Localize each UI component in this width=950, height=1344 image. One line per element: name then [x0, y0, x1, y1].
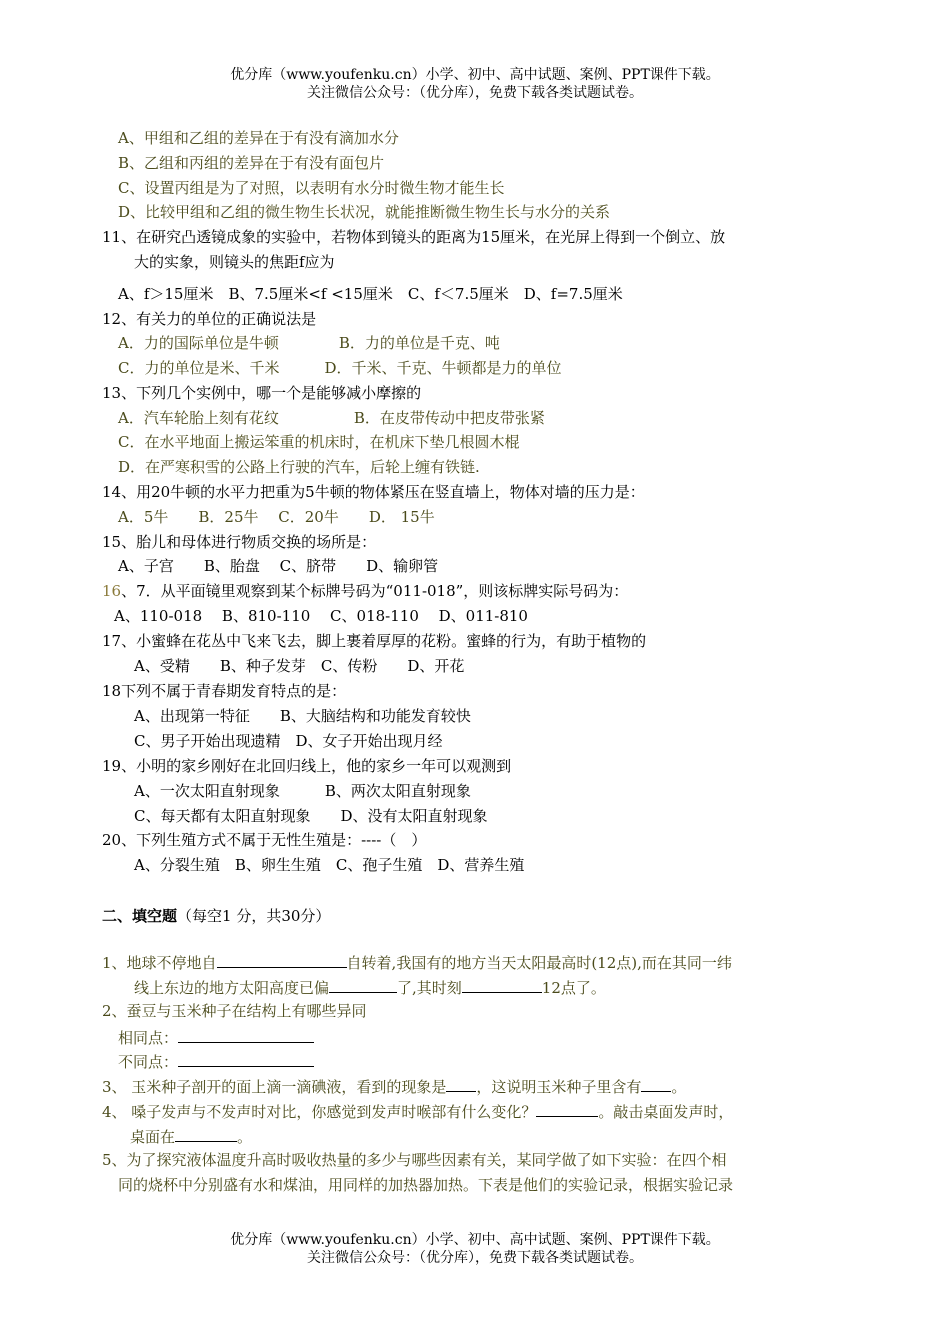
q10-option-d: D、比较甲组和乙组的微生物生长状况，就能推断微生物生长与水分的关系 [118, 203, 611, 221]
fill-2-same-blank[interactable] [178, 1026, 314, 1043]
q18-stem: 18下列不属于青春期发育特点的是： [102, 682, 347, 700]
header-line-1: 优分库（www.youfenku.cn）小学、初中、高中试题、案例、PPT课件下载。 [230, 67, 720, 83]
fill-2-diff-row [118, 1050, 314, 1072]
fill-1-text-b: 自转着,我国有的地方当天太阳最高时(12点),而在其同一纬 [346, 954, 732, 972]
fill-4-text-d: 。 [237, 1128, 253, 1146]
fill-1-text-d: 了,其时刻 [397, 979, 462, 997]
q11-options: A、f＞15厘米 B、7.5厘米<f <15厘米 C、f＜7.5厘米 D、f=7.5厘米 [118, 285, 623, 303]
fill-3-blank-2[interactable] [641, 1075, 671, 1092]
fill-5-line-1: 5、为了探究液体温度升高时吸收热量的多少与哪些因素有关，某同学做了如下实验：在四个相 [102, 1151, 727, 1169]
q13-options-row-2: C．在水平地面上搬运笨重的机床时，在机床下垫几根圆木棍 [118, 433, 520, 451]
q15-stem: 15、胎儿和母体进行物质交换的场所是： [102, 533, 377, 551]
fill-3-text-b: ，这说明玉米种子里含有 [476, 1078, 642, 1096]
q10-option-a: A、甲组和乙组的差异在于有没有滴加水分 [118, 129, 399, 147]
q16-options: A、110-018 B、810-110 C、018-110 D、011-810 [114, 607, 528, 625]
footer-line-2: 关注微信公众号：（优分库），免费下载各类试题试卷。 [307, 1250, 643, 1266]
q19-options-row-2: C、每天都有太阳直射现象 D、没有太阳直射现象 [134, 807, 488, 825]
q13-options-row-1: A．汽车轮胎上刻有花纹 B．在皮带传动中把皮带张紧 [118, 409, 545, 427]
q15-options: A、子宫 B、胎盘 C、脐带 D、输卵管 [118, 557, 439, 575]
fill-4-text-a: 4、 嗓子发声与不发声时对比，你感觉到发声时喉部有什么变化？ [102, 1103, 537, 1121]
fill-2-diff-label: 不同点： [118, 1053, 179, 1071]
q17-options: A、受精 B、种子发芽 C、传粉 D、开花 [134, 657, 465, 675]
header-line-2: 关注微信公众号：（优分库），免费下载各类试题试卷。 [307, 85, 643, 101]
section-2-title: 二、填空题 [102, 907, 178, 925]
q13-stem: 13、下列几个实例中，哪一个是能够减小摩擦的 [102, 384, 422, 402]
fill-4-blank-2[interactable] [175, 1125, 237, 1142]
q20-options: A、分裂生殖 B、卵生生殖 C、孢子生殖 D、营养生殖 [134, 856, 525, 874]
fill-4-line-2 [130, 1125, 252, 1147]
fill-1-blank-1[interactable] [217, 951, 347, 968]
fill-3-blank-1[interactable] [446, 1075, 476, 1092]
fill-1-line-1 [102, 951, 732, 973]
fill-2-same-row [118, 1026, 314, 1048]
q14-stem: 14、用20牛顿的水平力把重为5牛顿的物体紧压在竖直墙上，物体对墙的压力是： [102, 483, 645, 501]
fill-1-blank-2[interactable] [329, 976, 397, 993]
q13-options-row-3: D．在严寒积雪的公路上行驶的汽车，后轮上缠有铁链. [118, 458, 480, 476]
fill-2-stem: 2、蚕豆与玉米种子在结构上有哪些异同 [102, 1002, 367, 1020]
q19-options-row-1: A、一次太阳直射现象 B、两次太阳直射现象 [134, 782, 471, 800]
q12-options-row-1: A．力的国际单位是牛顿 B．力的单位是千克、吨 [118, 334, 500, 352]
fill-5-line-2: 同的烧杯中分别盛有水和煤油，用同样的加热器加热。下表是他们的实验记录，根据实验记录 [118, 1176, 734, 1194]
q10-option-b: B、乙组和丙组的差异在于有没有面包片 [118, 154, 385, 172]
fill-4-text-c: 桌面在 [130, 1128, 176, 1146]
q14-options: A．5牛 B．25牛 C．20牛 D． 15牛 [118, 508, 435, 526]
fill-4-text-b: 。敲击桌面发声时， [598, 1103, 734, 1121]
fill-1-text-c: 线上东边的地方太阳高度已偏 [134, 979, 330, 997]
q17-stem: 17、小蜜蜂在花丛中飞来飞去，脚上裹着厚厚的花粉。蜜蜂的行为，有助于植物的 [102, 632, 647, 650]
q12-stem: 12、有关力的单位的正确说法是 [102, 310, 317, 328]
fill-2-same-label: 相同点： [118, 1029, 179, 1047]
fill-1-text-e: 12点了。 [541, 979, 606, 997]
q18-options-row-2: C、男子开始出现遗精 D、女子开始出现月经 [134, 732, 443, 750]
q12-options-row-2: C．力的单位是米、千米 D．千米、千克、牛顿都是力的单位 [118, 359, 562, 377]
footer-line-1: 优分库（www.youfenku.cn）小学、初中、高中试题、案例、PPT课件下载。 [230, 1232, 720, 1248]
q20-stem: 20、下列生殖方式不属于无性生殖是：----（ ） [102, 831, 427, 849]
fill-4-line-1 [102, 1100, 733, 1122]
fill-2-diff-blank[interactable] [178, 1050, 314, 1067]
fill-1-text-a: 1、地球不停地自 [102, 954, 217, 972]
fill-1-line-2 [134, 976, 606, 998]
q18-options-row-1: A、出现第一特征 B、大脑结构和功能发育较快 [134, 707, 471, 725]
q11-stem-line-1: 11、在研究凸透镜成象的实验中，若物体到镜头的距离为15厘米，在光屏上得到一个倒立、放 [102, 228, 726, 246]
section-2-heading [102, 906, 330, 926]
fill-3-text-a: 3、 玉米种子剖开的面上滴一滴碘液，看到的现象是 [102, 1078, 447, 1096]
fill-3-line [102, 1075, 686, 1097]
q19-stem: 19、小明的家乡刚好在北回归线上，他的家乡一年可以观测到 [102, 757, 512, 775]
q16-stem: 16、7．从平面镜里观察到某个标牌号码为“011-018”，则该标牌实际号码为： [102, 582, 629, 600]
q10-option-c: C、设置丙组是为了对照，以表明有水分时微生物才能生长 [118, 179, 505, 197]
q11-stem-line-2: 大的实象，则镜头的焦距f应为 [134, 253, 335, 271]
fill-4-blank-1[interactable] [536, 1100, 598, 1117]
section-2-note: （每空1 分，共30分） [177, 907, 331, 925]
fill-1-blank-3[interactable] [462, 976, 542, 993]
fill-3-text-c: 。 [671, 1078, 687, 1096]
